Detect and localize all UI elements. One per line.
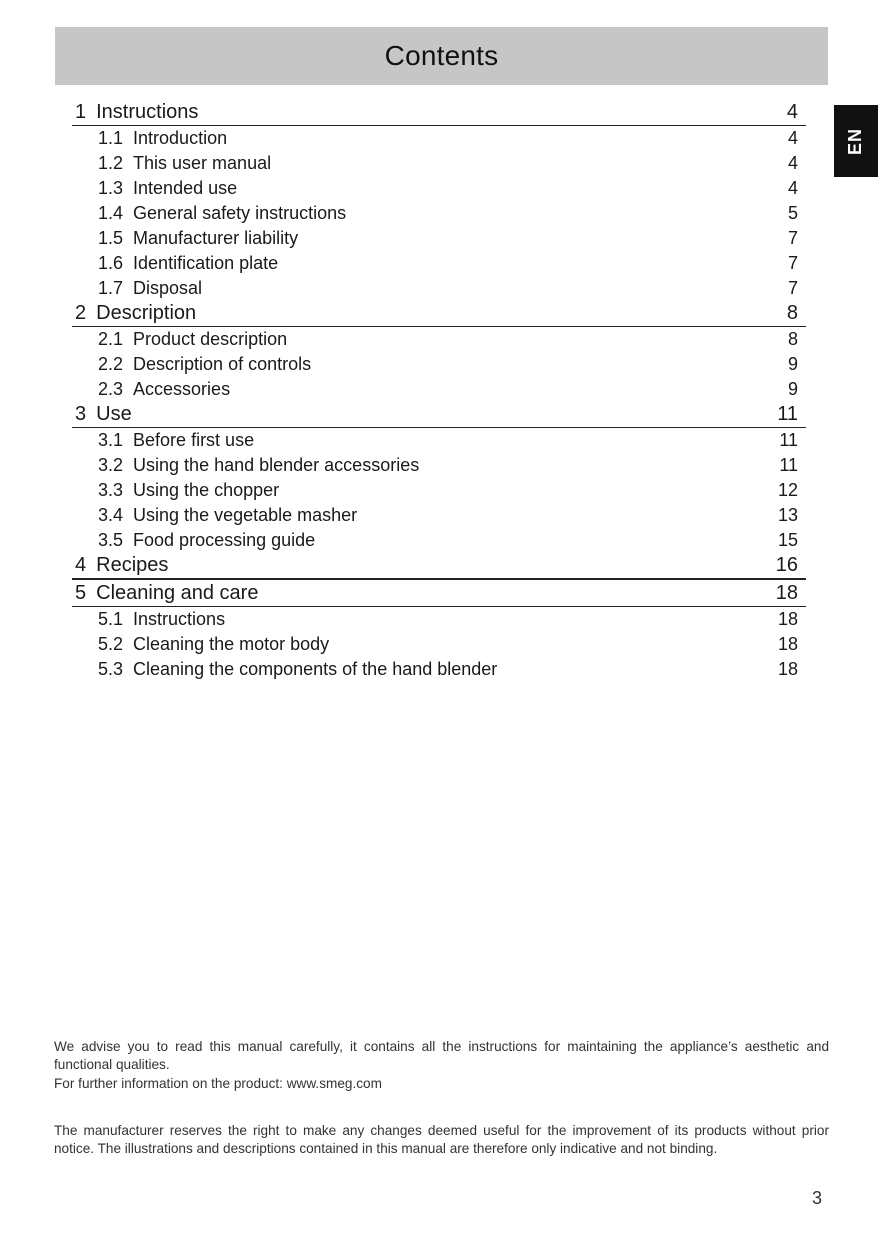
toc-section[interactable] [72, 453, 806, 478]
chapter-number: 3 [75, 403, 87, 425]
section-number: 5.2 [98, 634, 124, 654]
toc-section[interactable] [72, 632, 806, 657]
toc-section[interactable] [72, 251, 806, 276]
chapter-number: 1 [75, 101, 87, 123]
section-number: 2.3 [98, 379, 124, 399]
section-number: 1.7 [98, 278, 124, 298]
chapter-number: 2 [75, 302, 87, 324]
section-title: Accessories [133, 379, 231, 399]
section-number: 2.1 [98, 329, 124, 349]
section-number: 3.5 [98, 530, 124, 550]
section-title: Using the hand blender accessories [133, 455, 420, 475]
chapter-number: 4 [75, 554, 87, 576]
product-info: For further information on the product: www.smeg.com [54, 1076, 382, 1091]
toc-chapter-4[interactable] [72, 553, 806, 579]
section-page: 5 [787, 203, 798, 223]
section-page: 15 [777, 530, 798, 550]
toc-section[interactable] [72, 657, 806, 682]
section-title: Manufacturer liability [133, 228, 299, 248]
section-number: 1.1 [98, 128, 124, 148]
manufacturer-disclaimer: The manufacturer reserves the right to make any changes deemed useful for the improvement of its products without prior notice. The illustrations and descriptions contained in this manual are therefore only indicative and not binding. [54, 1123, 829, 1156]
section-title: Food processing guide [133, 530, 316, 550]
section-title: Identification plate [133, 253, 279, 273]
chapter-page: 4 [786, 101, 798, 123]
language-label: EN [845, 127, 866, 155]
section-number: 1.3 [98, 178, 124, 198]
chapter-page: 16 [775, 554, 798, 576]
toc-section[interactable] [72, 478, 806, 503]
section-page: 7 [787, 278, 798, 298]
toc-chapter-5[interactable] [72, 579, 806, 607]
section-number: 1.4 [98, 203, 124, 223]
section-title: Introduction [133, 128, 228, 148]
section-page: 18 [777, 659, 798, 679]
section-title: Product description [133, 329, 288, 349]
language-tab [834, 105, 878, 177]
toc-section[interactable] [72, 428, 806, 453]
toc-section[interactable] [72, 276, 806, 301]
toc-chapter-2[interactable] [72, 301, 806, 327]
section-number: 1.6 [98, 253, 124, 273]
page-title: Contents [384, 40, 499, 71]
section-title: Instructions [133, 609, 226, 629]
section-page: 4 [787, 128, 798, 148]
toc-section[interactable] [72, 352, 806, 377]
section-number: 5.3 [98, 659, 124, 679]
section-page: 4 [787, 153, 798, 173]
chapter-title: Use [96, 403, 132, 425]
manual-advice: We advise you to read this manual carefully, it contains all the instructions for maintaining the appliance’s aesthetic and functional qualities. [54, 1039, 829, 1072]
section-page: 9 [787, 354, 798, 374]
toc-chapter-3[interactable] [72, 402, 806, 428]
chapter-title: Description [96, 302, 197, 324]
toc-section[interactable] [72, 503, 806, 528]
section-number: 2.2 [98, 354, 124, 374]
section-page: 13 [777, 505, 798, 525]
section-page: 4 [787, 178, 798, 198]
toc-section[interactable] [72, 201, 806, 226]
section-page: 12 [777, 480, 798, 500]
section-title: Disposal [133, 278, 203, 298]
section-number: 5.1 [98, 609, 124, 629]
section-page: 11 [779, 430, 798, 450]
section-page: 18 [777, 609, 798, 629]
section-title: Intended use [133, 178, 238, 198]
toc-section[interactable] [72, 176, 806, 201]
page-number: 3 [812, 1188, 823, 1208]
toc-section[interactable] [72, 377, 806, 402]
section-page: 7 [787, 228, 798, 248]
chapter-number: 5 [75, 581, 87, 604]
chapter-title: Cleaning and care [96, 581, 259, 604]
section-title: Cleaning the components of the hand blender [133, 659, 498, 679]
section-number: 3.3 [98, 480, 124, 500]
section-number: 1.2 [98, 153, 124, 173]
section-title: Description of controls [133, 354, 312, 374]
section-title: Using the chopper [133, 480, 280, 500]
section-number: 3.4 [98, 505, 124, 525]
section-title: This user manual [133, 153, 272, 173]
section-page: 8 [787, 329, 798, 349]
toc-section[interactable] [72, 607, 806, 632]
chapter-page: 8 [786, 302, 798, 324]
section-title: Using the vegetable masher [133, 505, 358, 525]
chapter-title: Recipes [96, 554, 169, 576]
section-title: Before first use [133, 430, 255, 450]
section-number: 3.2 [98, 455, 124, 475]
section-page: 9 [787, 379, 798, 399]
section-number: 1.5 [98, 228, 124, 248]
toc-section[interactable] [72, 528, 806, 553]
section-page: 11 [779, 455, 798, 475]
toc-chapter-1[interactable] [72, 100, 806, 126]
chapter-page: 18 [775, 581, 798, 604]
toc-section[interactable] [72, 151, 806, 176]
section-page: 18 [777, 634, 798, 654]
section-number: 3.1 [98, 430, 124, 450]
toc-section[interactable] [72, 327, 806, 352]
toc-section[interactable] [72, 126, 806, 151]
section-title: Cleaning the motor body [133, 634, 330, 654]
section-title: General safety instructions [133, 203, 347, 223]
table-of-contents [72, 100, 806, 682]
contents-header [55, 27, 828, 85]
toc-section[interactable] [72, 226, 806, 251]
section-page: 7 [787, 253, 798, 273]
chapter-page: 11 [777, 403, 798, 425]
chapter-title: Instructions [96, 101, 199, 123]
